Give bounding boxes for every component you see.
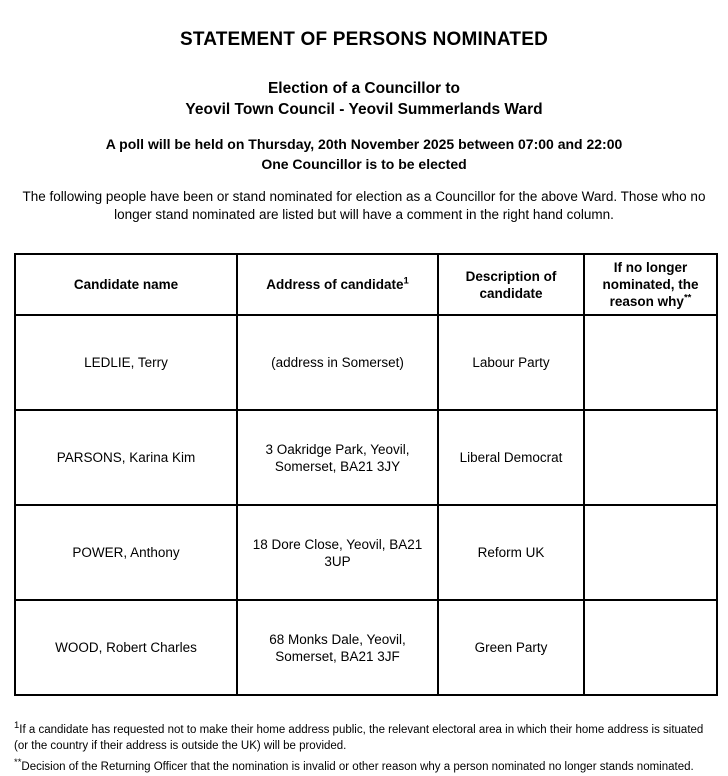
poll-notice-line1: A poll will be held on Thursday, 20th November 2025 between 07:00 and 22:00 [105, 136, 623, 152]
table-row [15, 410, 717, 505]
reason-cell [584, 315, 717, 410]
description-cell: Labour Party [438, 315, 584, 410]
election-title-line1: Election of a Councillor to [267, 80, 461, 97]
footnote-address-marker: 1 [14, 720, 20, 732]
poll-notice-line2: One Councillor is to be elected [261, 156, 467, 172]
candidate-name-cell: LEDLIE, Terry [15, 315, 237, 410]
table-row [15, 315, 717, 410]
address-cell: 18 Dore Close, Yeovil, BA21 3UP [237, 505, 438, 600]
footnote-address [14, 720, 714, 754]
footnote-address-text: If a candidate has requested not to make their home address public, the relevant electoral area in which their home address is situated (or the country if their address is outside the UK) will be provided. [14, 724, 704, 752]
table-header-row [15, 254, 717, 315]
footnote-no-longer-text: Decision of the Returning Officer that the nomination is invalid or other reason why a person nominated no longer stands nominated. [21, 761, 694, 773]
reason-cell [584, 410, 717, 505]
header-no-longer-footnote-marker: ** [683, 292, 692, 304]
address-cell: 68 Monks Dale, Yeovil, Somerset, BA21 3JF [237, 600, 438, 695]
header-address-label: Address of candidate [266, 277, 404, 292]
nominations-table [14, 253, 718, 696]
table-row [15, 505, 717, 600]
description-cell: Reform UK [438, 505, 584, 600]
page-title: STATEMENT OF PERSONS NOMINATED [179, 29, 549, 50]
table-row [15, 600, 717, 695]
election-title-line2: Yeovil Town Council - Yeovil Summerlands Ward [185, 101, 543, 118]
header-address-footnote-marker: 1 [403, 275, 409, 287]
header-no-longer-nominated [584, 254, 717, 315]
reason-cell [584, 505, 717, 600]
header-candidate-name-label: Candidate name [73, 277, 179, 292]
candidate-name-cell: PARSONS, Karina Kim [15, 410, 237, 505]
header-description [438, 254, 584, 315]
address-cell: 3 Oakridge Park, Yeovil, Somerset, BA21 3JY [237, 410, 438, 505]
poll-notice [0, 134, 728, 174]
footnote-no-longer [14, 757, 714, 776]
header-no-longer-label: If no longer nominated, the reason why [602, 260, 699, 309]
election-title [0, 78, 728, 120]
intro-paragraph: The following people have been or stand nominated for election as a Councillor for the above Ward. Those who no longer stand nominated are listed but will have a comment in the right hand column. [22, 189, 706, 222]
footnote-no-longer-marker: ** [14, 757, 22, 769]
address-cell: (address in Somerset) [237, 315, 438, 410]
description-cell: Green Party [438, 600, 584, 695]
description-cell: Liberal Democrat [438, 410, 584, 505]
candidate-name-cell: WOOD, Robert Charles [15, 600, 237, 695]
footnotes [14, 720, 714, 776]
header-description-line1: Description of [465, 268, 557, 284]
candidate-name-cell: POWER, Anthony [15, 505, 237, 600]
reason-cell [584, 600, 717, 695]
header-description-line2: candidate [479, 285, 543, 301]
header-address [237, 254, 438, 315]
header-candidate-name [15, 254, 237, 315]
